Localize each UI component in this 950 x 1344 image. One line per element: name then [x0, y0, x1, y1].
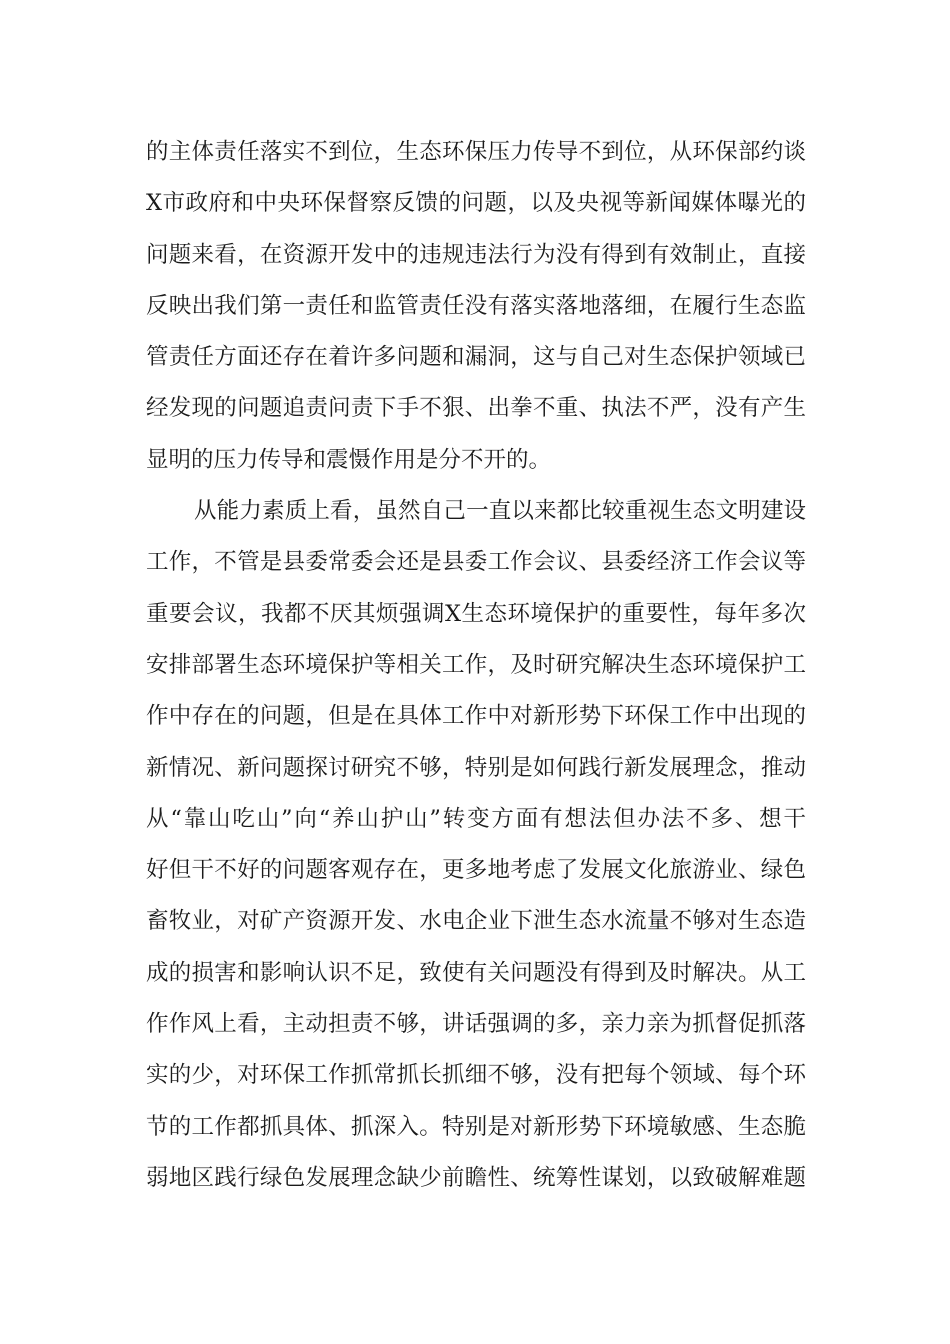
text-line: 经发现的问题追责问责下手不狠、出拳不重、执法不严，没有产生 — [146, 395, 806, 422]
text-line: 新情况、新问题探讨研究不够，特别是如何践行新发展理念，推动 — [146, 754, 806, 781]
text-line: 从能力素质上看，虽然自己一直以来都比较重视生态文明建设 — [194, 498, 806, 525]
text-line: 节的工作都抓具体、抓深入。特别是对新形势下环境敏感、生态脆 — [146, 1113, 806, 1140]
paragraph-1 — [146, 127, 806, 486]
text-line: 畜牧业，对矿产资源开发、水电企业下泄生态水流量不够对生态造 — [146, 908, 806, 935]
text-line: 显明的压力传导和震慑作用是分不开的。 — [146, 446, 552, 473]
text-line: 成的损害和影响认识不足，致使有关问题没有得到及时解决。从工 — [146, 959, 806, 986]
text-line: 作中存在的问题，但是在具体工作中对新形势下环保工作中出现的 — [146, 703, 806, 730]
paragraph-2 — [146, 486, 806, 1204]
text-line: 重要会议，我都不厌其烦强调X生态环境保护的重要性，每年多次 — [146, 600, 806, 627]
text-line: 安排部署生态环境保护等相关工作，及时研究解决生态环境保护工 — [146, 651, 806, 678]
text-line: 工作，不管是县委常委会还是县委工作会议、县委经济工作会议等 — [146, 549, 806, 576]
text-line: 管责任方面还存在着许多问题和漏洞，这与自己对生态保护领域已 — [146, 344, 806, 371]
text-line: 好但干不好的问题客观存在，更多地考虑了发展文化旅游业、绿色 — [146, 857, 806, 884]
text-line: 弱地区践行绿色发展理念缺少前瞻性、统筹性谋划，以致破解难题 — [146, 1164, 806, 1191]
text-line: X市政府和中央环保督察反馈的问题，以及央视等新闻媒体曝光的 — [146, 190, 806, 217]
document-body — [146, 127, 806, 1204]
text-line: 问题来看，在资源开发中的违规违法行为没有得到有效制止，直接 — [146, 241, 806, 268]
text-line: 的主体责任落实不到位，生态环保压力传导不到位，从环保部约谈 — [146, 139, 806, 165]
text-line: 实的少，对环保工作抓常抓长抓细不够，没有把每个领域、每个环 — [146, 1062, 806, 1089]
text-line: 作作风上看，主动担责不够，讲话强调的多，亲力亲为抓督促抓落 — [146, 1011, 806, 1038]
text-line: 从“靠山吃山”向“养山护山”转变方面有想法但办法不多、想干 — [146, 805, 806, 832]
text-line: 反映出我们第一责任和监管责任没有落实落地落细，在履行生态监 — [146, 292, 806, 319]
